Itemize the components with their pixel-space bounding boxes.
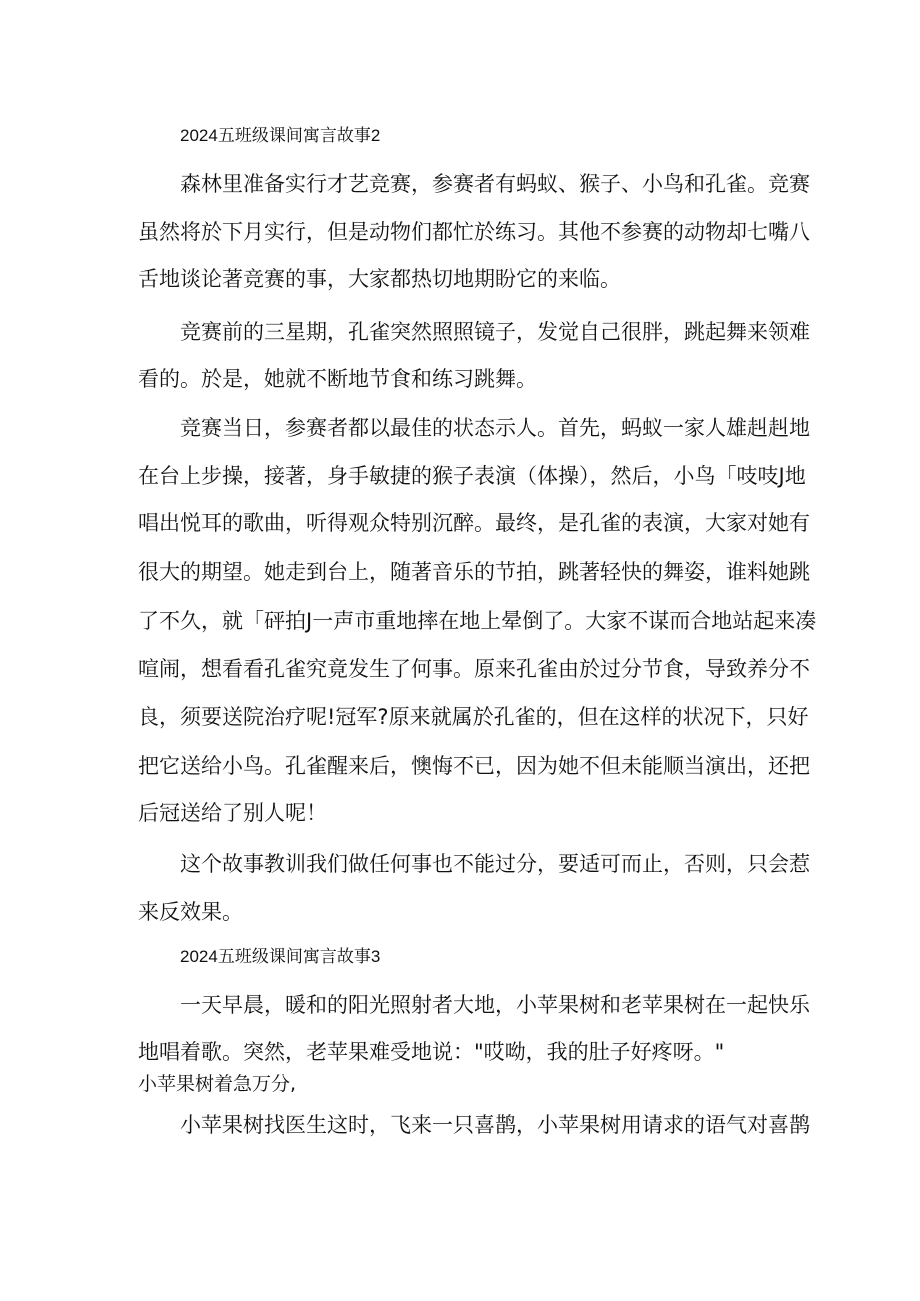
- story3-p1-line3: 小苹果树着急万分,: [138, 1073, 297, 1095]
- story2-p3-line1: 竞赛当日，参赛者都以最佳的状态示人。首先，蚂蚁一家人雄赳赳地: [180, 416, 810, 440]
- story2-p1-line3: 舌地谈论著竞赛的事，大家都热切地期盼它的来临。: [138, 267, 621, 291]
- story2-moral-line2: 来反效果。: [138, 900, 243, 924]
- story2-p3-line6: 喧闹，想看看孔雀究竟发生了何事。原来孔雀由於过分节食，导致养分不: [138, 657, 810, 681]
- story2-p3-line2: 在台上步操，接著，身手敏捷的猴子表演（体操），然后，小鸟「吱吱J地: [138, 464, 806, 488]
- story2-p1-line2: 虽然将於下月实行，但是动物们都忙於练习。其他不参赛的动物却七嘴八: [138, 220, 810, 244]
- heading-story-2: 2024五班级课间寓言故事2: [180, 126, 381, 145]
- story3-p1-line1: 一天早晨，暖和的阳光照射者大地，小苹果树和老苹果树在一起快乐: [180, 993, 810, 1017]
- story2-p2-line2: 看的。於是，她就不断地节食和练习跳舞。: [138, 367, 537, 391]
- story2-p2-line1: 竞赛前的三星期，孔雀突然照照镜子，发觉自己很胖，跳起舞来领难: [180, 320, 810, 344]
- story2-p1-line1: 森林里准备实行才艺竞赛，参赛者有蚂蚁、猴子、小鸟和孔雀。竞赛: [180, 172, 810, 196]
- story2-moral-line1: 这个故事教训我们做任何事也不能过分，要适可而止，否则，只会惹: [180, 852, 810, 876]
- story2-p3-line9: 后冠送给了别人呢！: [138, 801, 327, 825]
- story2-p3-line5: 了不久，就「砰拍J一声市重地摔在地上晕倒了。大家不谋而合地站起来凑: [138, 609, 817, 633]
- story3-p1-line2: 地唱着歌。突然，老苹果难受地说："哎呦，我的肚子好疼呀。": [138, 1040, 725, 1064]
- story2-p3-line7: 良，须要送院治疗呢!冠军?原来就属於孔雀的，但在这样的状况下，只好: [138, 705, 809, 729]
- heading-story-3: 2024五班级课间寓言故事3: [180, 947, 381, 966]
- story2-p3-line4: 很大的期望。她走到台上，随著音乐的节拍，跳著轻快的舞姿，谁料她跳: [138, 560, 810, 584]
- story2-p3-line3: 唱出悦耳的歌曲，听得观众特别沉醉。最终，是孔雀的表演，大家对她有: [138, 511, 810, 535]
- story3-p2-line1: 小苹果树找医生这时，飞来一只喜鹊，小苹果树用请求的语气对喜鹊: [180, 1113, 810, 1137]
- story2-p3-line8: 把它送给小鸟。孔雀醒来后，懊悔不已，因为她不但未能顺当演出，还把: [138, 754, 810, 778]
